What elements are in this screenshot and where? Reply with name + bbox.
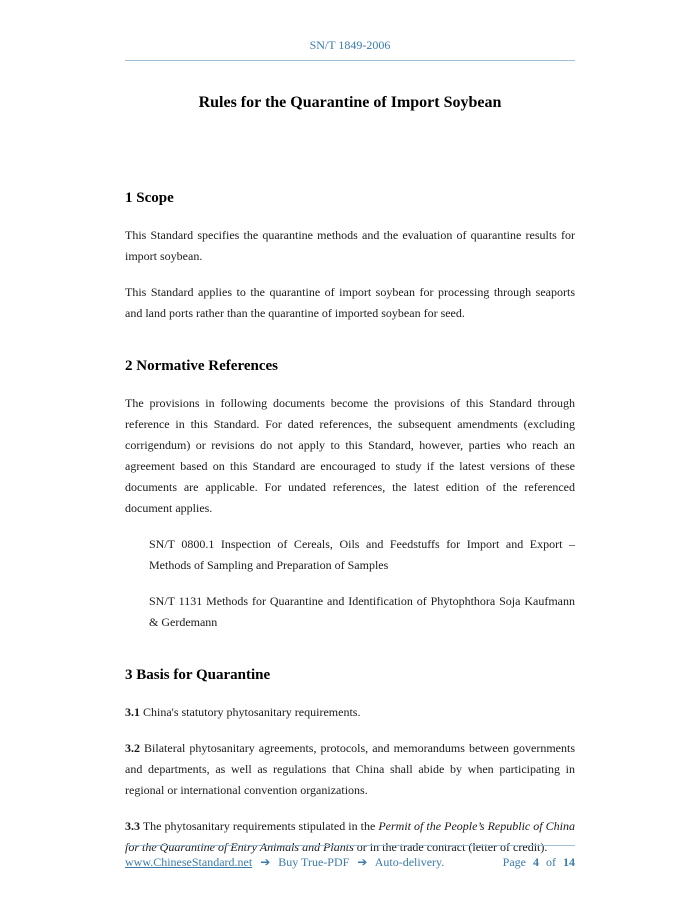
footer-divider [125,845,575,846]
section-heading: 1 Scope [125,190,174,206]
arrow-icon: ➔ [357,855,368,869]
reference-item: SN/T 1131 Methods for Quarantine and Identification of Phytophthora Soja Kaufmann & Gerdemann [149,594,575,629]
clause-number: 3.3 [125,819,140,833]
permit-title-italic: Permit of the People’s Republic of China for the Quarantine of Entry Animals and Plants [125,819,575,854]
clause-number: 3.1 [125,705,140,719]
section-normative-references [125,357,575,633]
paragraph: This Standard specifies the quarantine methods and the evaluation of quarantine results for import soybean. [125,228,575,263]
clause [125,738,575,801]
section-scope [125,189,575,324]
clause-text: China's statutory phytosanitary requirements. [140,705,361,719]
clause [125,702,575,723]
section-heading: 3 Basis for Quarantine [125,667,271,683]
paragraph: The provisions in following documents become the provisions of this Standard through reference in this Standard. For dated references, the subsequent amendments (excluding corrigendum) or revisions do not apply to this Standard, however, parties who reach an agreement based on this Standard are encouraged to study if the latest versions of these documents are applicable. For undated references, the latest edition of the referenced document applies. [125,396,575,515]
clause-text: Bilateral phytosanitary agreements, protocols, and memorandums between governments and departments, as well as regulations that China shall abide by when participating in regional or international convention organizations. [125,741,575,797]
footer-left [125,855,444,870]
reference-item: SN/T 0800.1 Inspection of Cereals, Oils and Feedstuffs for Import and Export – Methods of Sampling and Preparation of Samples [149,537,575,572]
clause-text: or in the trade contract (letter of credit). [353,840,548,854]
clause-text: The phytosanitary requirements stipulated in the [140,819,379,833]
section-basis-for-quarantine [125,666,575,858]
paragraph: This Standard applies to the quarantine of import soybean for processing through seaports and land ports rather than the quarantine of imported soybean for seed. [125,285,575,320]
auto-delivery-text: Auto-delivery. [374,855,445,869]
section-heading: 2 Normative References [125,358,278,374]
page-number: 4 [533,855,539,869]
footer-row [125,855,575,870]
page-label: Page [502,855,526,869]
of-label: of [546,855,556,869]
site-link[interactable]: www.ChineseStandard.net [125,855,253,869]
clause-number: 3.2 [125,741,140,755]
arrow-icon: ➔ [260,855,271,869]
header-divider [125,60,575,61]
total-pages: 14 [563,855,575,869]
page-indicator [503,855,575,870]
footer [125,845,575,870]
doc-number: SN/T 1849-2006 [309,38,391,52]
document-title: Rules for the Quarantine of Import Soybean [198,94,502,111]
buy-true-pdf-text: Buy True-PDF [278,855,350,869]
